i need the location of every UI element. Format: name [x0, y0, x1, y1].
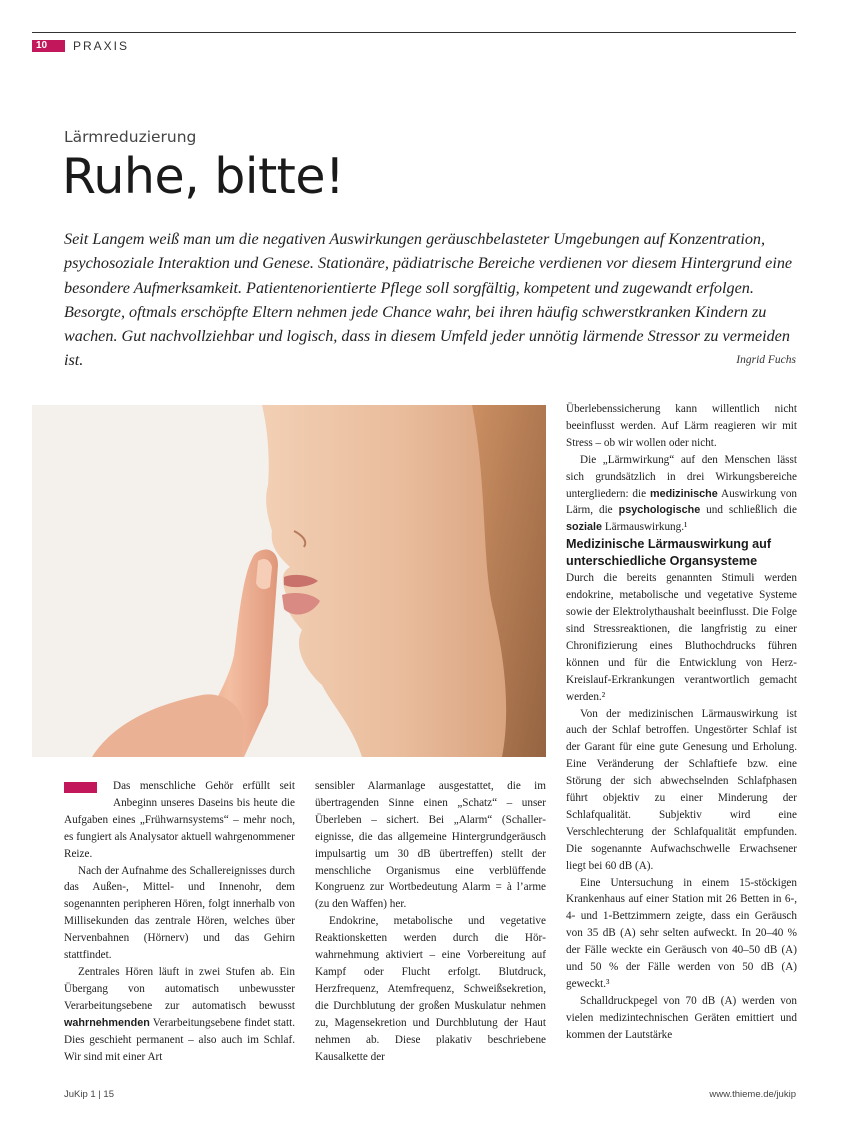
paragraph	[566, 452, 797, 537]
section-label: PRAXIS	[73, 39, 130, 53]
intro-marker	[64, 782, 97, 793]
paragraph: Endokrine, metabolische und vegetative Reaktionsketten werden durch die Hörwahrnehmung aktiviert – eine Vorbereitung auf Kampf oder Flucht erfolgt. Blutdruck, Herzfrequenz, Atemfrequenz, Schweißsekretion, die Durchblutung der großen Muskulatur nehmen zu, Magensekretion und Durchblutung der Haut nehmen ab. Diese plakativ beschriebene Kausalkette der	[315, 915, 546, 1063]
paragraph-text: Lärmauswirkung.¹	[602, 521, 688, 534]
paragraph: Von der medizinischen Lärmauswirkung ist auch der Schlaf betroffen. Ungestörter Schlaf ist der Garant für eine gute Genesung und Erholung. Eine Veränderung der Schlaftiefe bzw. eine Störung der sich abwechselnden Schlafphasen führt objektiv zu einer Minderung der Schlafqualität. Subjektiv wird eine Verschlechterung der Schlafqualität empfunden. Die sogenannte Aufwachschwelle Erwachsener liegt bei 60 dB (A).	[566, 707, 797, 872]
body-column-1	[64, 778, 295, 1065]
footer-issue: JuKip 1 | 15	[64, 1089, 115, 1100]
paragraph-text: Verarbeitungsebene findet statt. Dies geschieht permanent – also auch im Schlaf. Wir sind mit einer Art	[64, 1016, 295, 1063]
article-title: Ruhe, bitte!	[62, 148, 345, 205]
silence-gesture-illustration	[32, 405, 546, 757]
paragraph	[64, 778, 295, 863]
paragraph-text: und schließlich die	[700, 504, 797, 517]
body-column-3	[566, 401, 797, 1044]
paragraph-text: Auswirkung von Lärm, die	[566, 487, 798, 517]
page-number: 10	[32, 40, 65, 52]
paragraph: Überlebenssicherung kann willentlich nicht beeinflusst werden. Auf Lärm reagieren wir mit Stress – ob wir wollen oder nicht.	[566, 403, 797, 449]
paragraph: Schalldruckpegel von 70 dB (A) werden von vielen medizintechnischen Geräten emittiert und kommen der Lautstärke	[566, 994, 797, 1041]
paragraph-text: Das menschliche Gehör erfüllt seit Anbeginn unseres Daseins bis heute die Aufgaben eines „Frühwarnsystems“ – mehr noch, es fungiert als Analysator aktuell wahrgenommener Reize.	[64, 780, 295, 860]
article-kicker: Lärmreduzierung	[64, 128, 197, 146]
paragraph	[64, 964, 295, 1065]
article-photo	[32, 405, 546, 757]
emphasis-term: soziale	[566, 521, 603, 534]
article-author: Ingrid Fuchs	[736, 354, 796, 366]
section-subheading: Medizinische Lärmauswirkung auf unterschiedliche Organsysteme	[566, 537, 772, 569]
paragraph: sensibler Alarmanlage ausgestattet, die im übertragenden Sinne einen „Schatz“ – unser Überleben – sichert. Bei „Alarm“ (Schallereignisse, die das allgemeine Hintergrundgeräusch impulsartig um 30 dB übertreffen) stellt der menschliche Organismus eine verblüffende Kongruenz zur Wortbedeutung Alarm = à l’arme (zu den Waffen) her.	[315, 780, 546, 911]
header-rule	[32, 32, 796, 33]
article-lead: Seit Langem weiß man um die negativen Auswirkungen geräuschbelasteter Umgebungen auf Konzentration, psychosoziale Interaktion und Genese. Stationäre, pädiatrische Bereiche verdienen vor diesem Hintergrund eine besondere Aufmerksamkeit. Patientenorientierte Pflege soll sorgfältig, kompetent und zugewandt erfolgen. Besorgte, oftmals erschöpfte Eltern nehmen jede Chance wahr, bei ihren häufig schwerstkranken Kindern zu wachen. Gut nachvollziehbar und logisch, dass in diesem Umfeld jeder unnötig lärmende Stressor zu vermeiden ist.	[64, 230, 793, 370]
emphasis-term: wahrnehmenden	[64, 1016, 150, 1029]
paragraph: Nach der Aufnahme des Schallereignisses durch das Außen-, Mittel- und Innenohr, dem sogenannten peripheren Hören, folgt innerhalb von Millisekunden das zentrale Hören, welches über Nervenbahnen (Hörnerv) und das Gehirn stattfindet.	[64, 864, 295, 962]
paragraph-text: Die „Lärmwirkung“ auf den Menschen lässt sich grundsätzlich in drei Wirkungsbereiche untergliedern: die	[566, 453, 797, 500]
footer-url[interactable]: www.thieme.de/jukip	[709, 1089, 796, 1100]
paragraph: Eine Untersuchung in einem 15-stöckigen Krankenhaus auf einer Station mit 26 Betten in 6-, 4- und 1-Bettzimmern zeigte, dass ein Geräusch von 35 dB (A) sehr selten aufweckt. In 20–40 % der Fälle weckte ein Geräusch von 40–50 dB (A) und 50 % der Fälle werden von 50 dB (A) geweckt.³	[566, 876, 797, 990]
paragraph: Durch die bereits genannten Stimuli werden endokrine, metabolische und vegetative Systeme sowie der Elektrolythaushalt beeinflusst. Die Folge sind Stressreaktionen, die langfristig zu einer Chronifizierung eines Bluthochdrucks führen können und für die Entwicklung von Herz-Kreislauf-Erkrankungen verantwortlich gemacht werden.²	[566, 572, 797, 703]
paragraph-text: Zentrales Hören läuft in zwei Stufen ab. Ein Übergang von automatisch unbewusster Verarbeitungsebene zur automatisch bewusst	[64, 965, 295, 1012]
emphasis-term: psychologische	[618, 504, 701, 517]
emphasis-term: medizinische	[649, 487, 718, 500]
body-column-2	[315, 778, 546, 1065]
